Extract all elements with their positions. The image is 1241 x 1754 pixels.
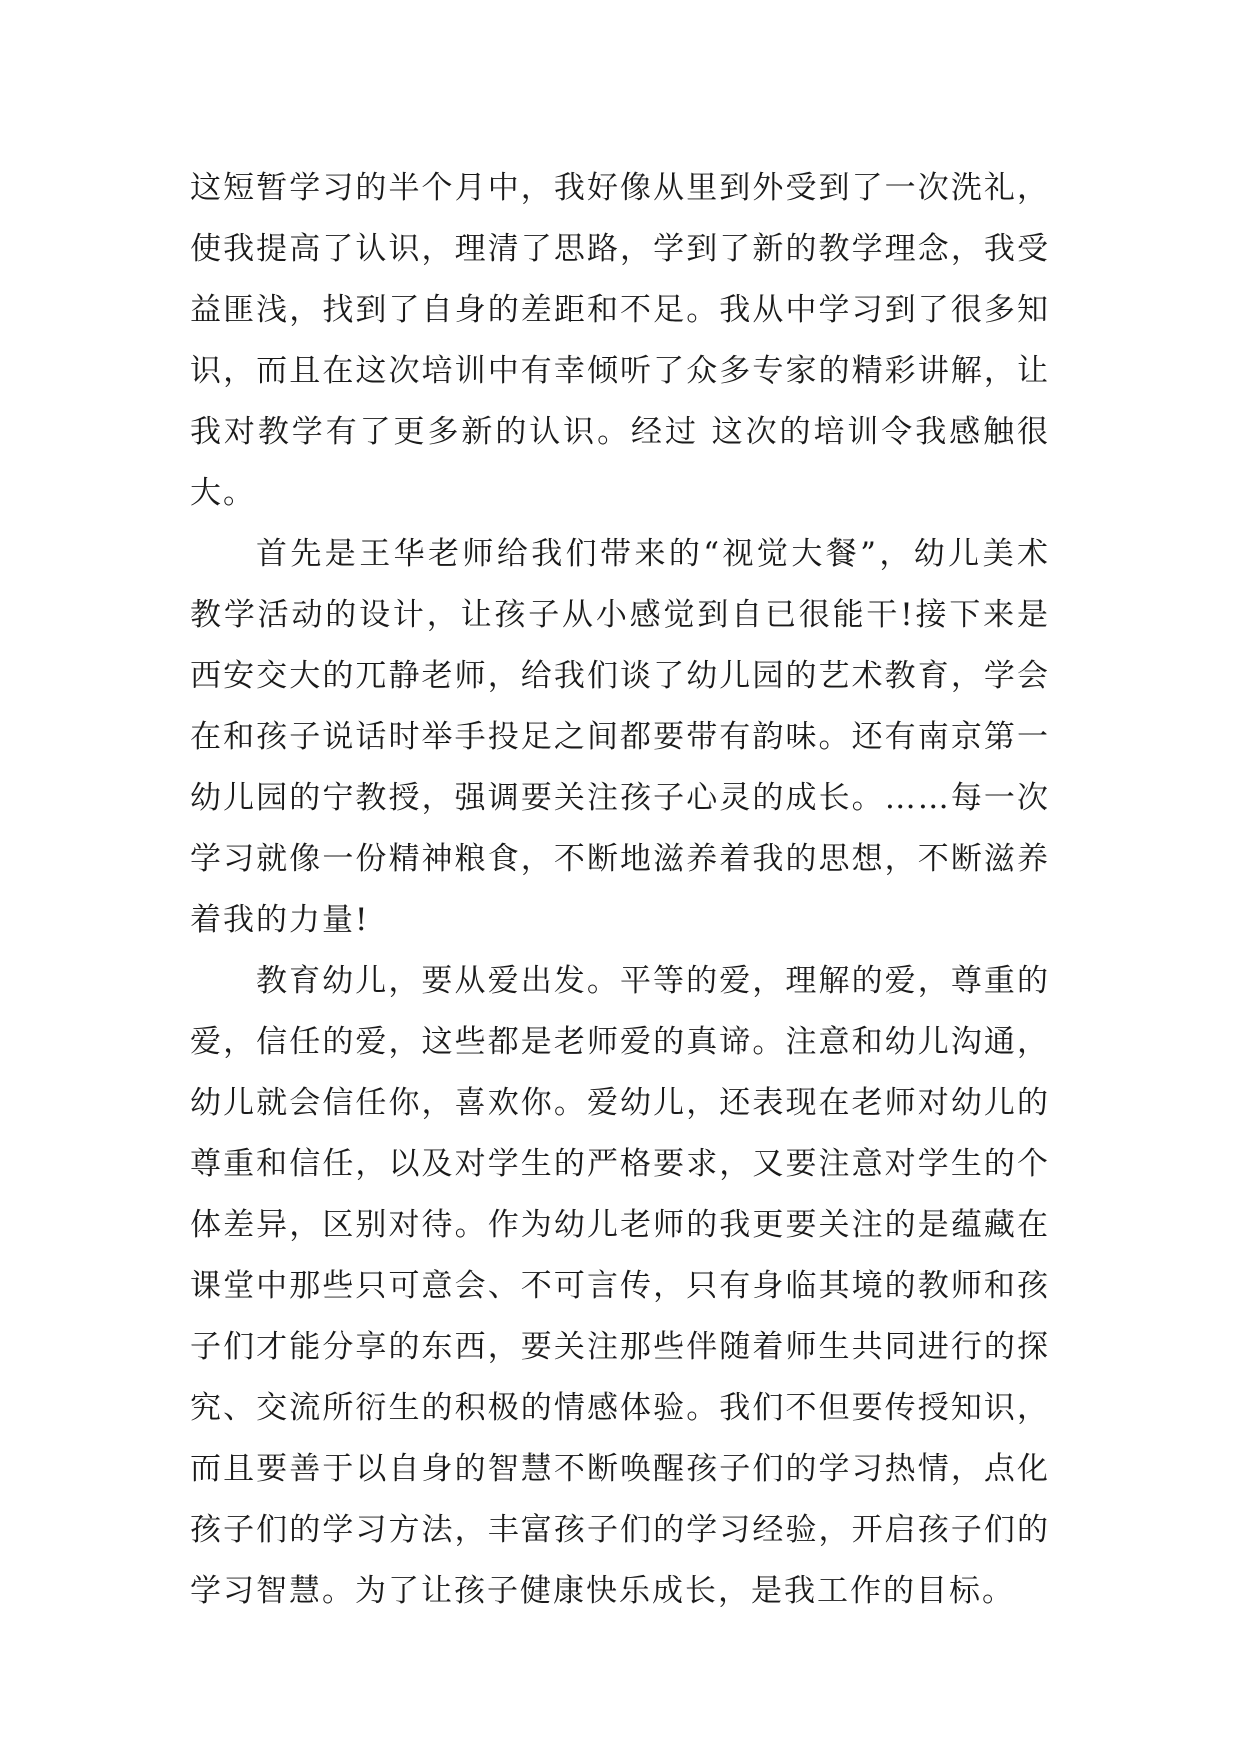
paragraph-1: 这短暂学习的半个月中，我好像从里到外受到了一次洗礼，使我提高了认识，理清了思路，学到了新的教学理念，我受益匪浅，找到了自身的差距和不足。我从中学习到了很多知识，而且在这次培训中有幸倾听了众多专家的精彩讲解，让我对教学有了更多新的认识。经过 这次的培训令我感触很大。: [190, 170, 1050, 511]
body-text: [190, 158, 1050, 1622]
paragraph-2: 首先是王华老师给我们带来的“视觉大餐”，幼儿美术教学活动的设计，让孩子从小感觉到自已很能干!接下来是西安交大的兀静老师，给我们谈了幼儿园的艺术教育，学会在和孩子说话时举手投足之间都要带有韵味。还有南京第一幼儿园的宁教授，强调要关注孩子心灵的成长。……每一次学习就像一份精神粮食，不断地滋养着我的思想，不断滋养着我的力量!: [190, 536, 1050, 938]
paragraph-3: 教育幼儿，要从爱出发。平等的爱，理解的爱，尊重的爱，信任的爱，这些都是老师爱的真谛。注意和幼儿沟通，幼儿就会信任你，喜欢你。爱幼儿，还表现在老师对幼儿的尊重和信任，以及对学生的严格要求，又要注意对学生的个体差异，区别对待。作为幼儿老师的我更要关注的是蕴藏在课堂中那些只可意会、不可言传，只有身临其境的教师和孩子们才能分享的东西，要关注那些伴随着师生共同进行的探究、交流所衍生的积极的情感体验。我们不但要传授知识，而且要善于以自身的智慧不断唤醒孩子们的学习热情，点化孩子们的学习方法，丰富孩子们的学习经验，开启孩子们的学习智慧。为了让孩子健康快乐成长，是我工作的目标。: [190, 963, 1050, 1609]
